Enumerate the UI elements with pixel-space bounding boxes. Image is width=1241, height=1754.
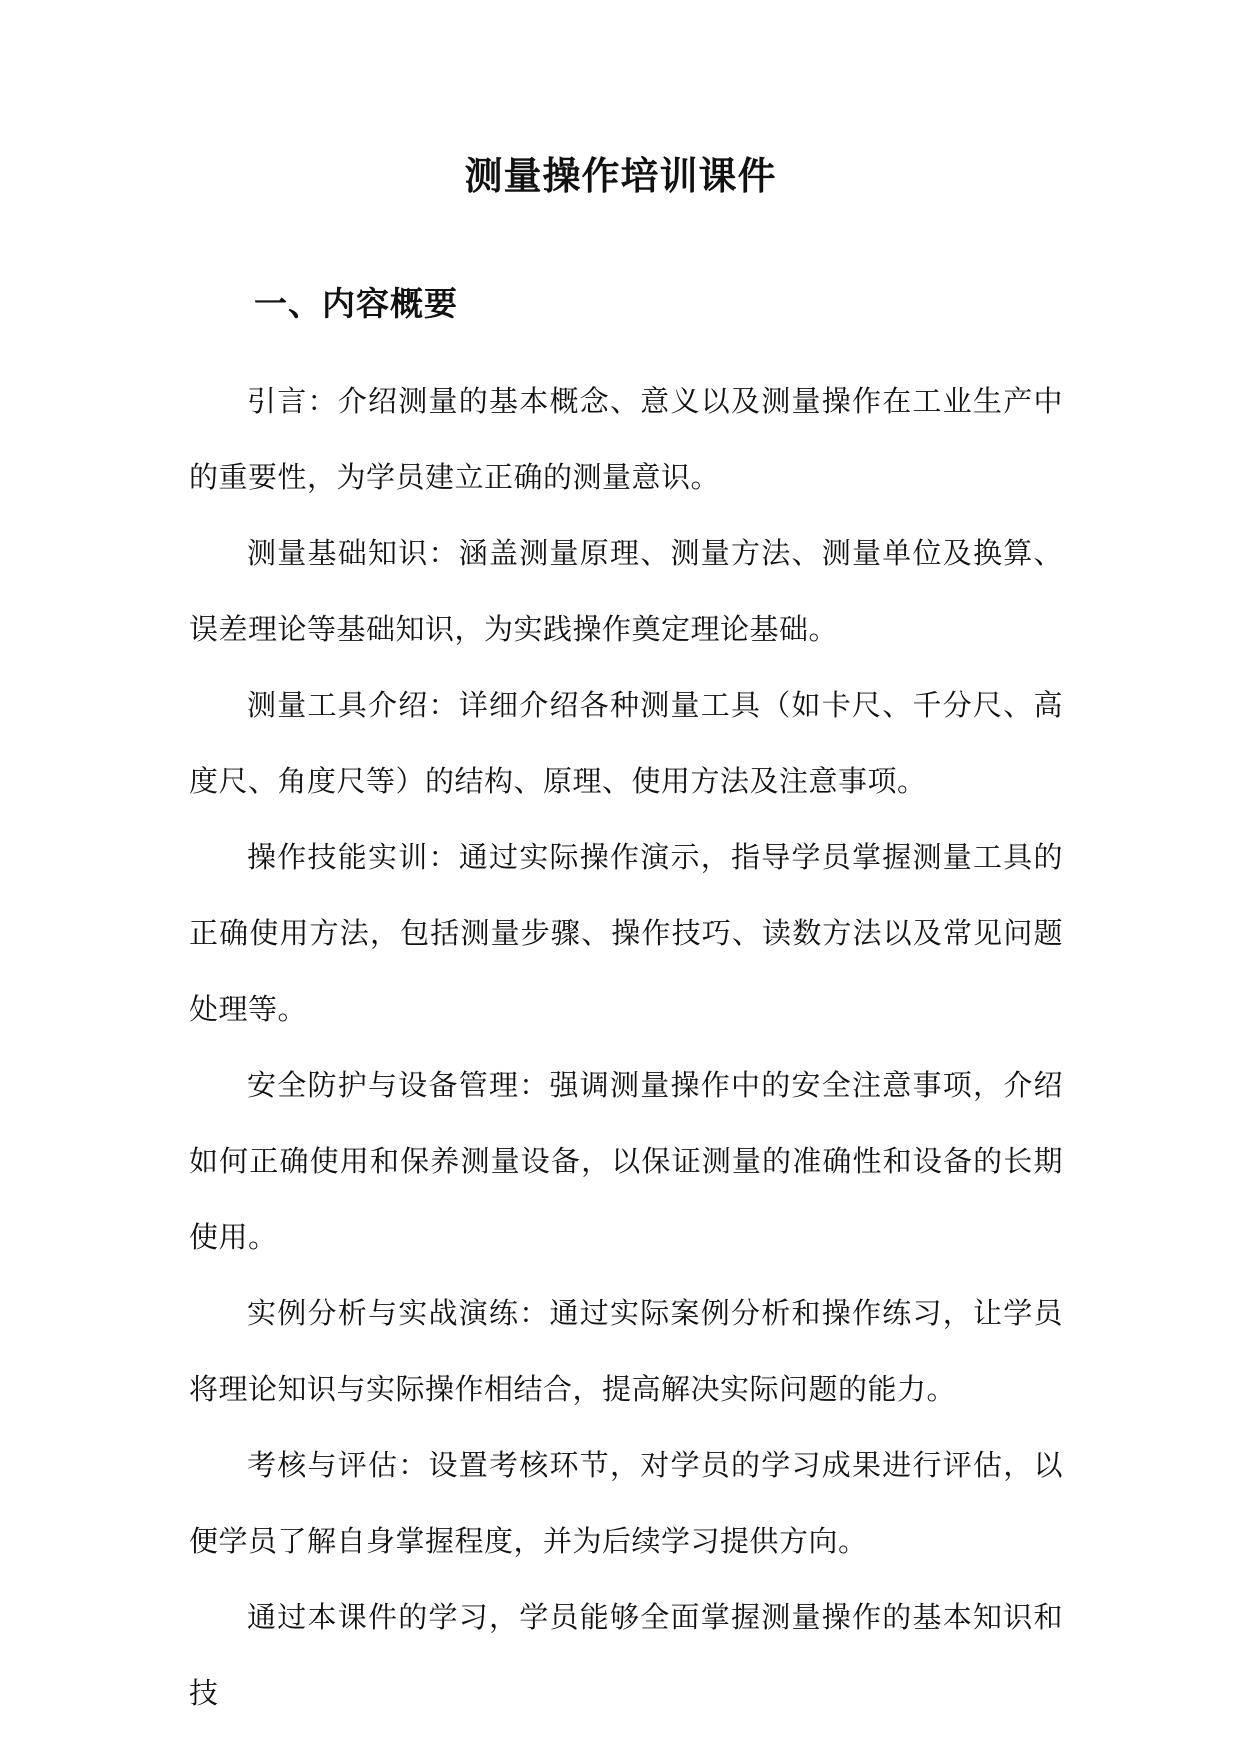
paragraph-safety: 安全防护与设备管理：强调测量操作中的安全注意事项，介绍如何正确使用和保养测量设备，以保证测量的准确性和设备的长期使用。 (189, 1068, 1063, 1254)
paragraph-conclusion: 通过本课件的学习，学员能够全面掌握测量操作的基本知识和技 (189, 1600, 1063, 1710)
paragraph-case-study: 实例分析与实战演练：通过实际案例分析和操作练习，让学员将理论知识与实际操作相结合，提高解决实际问题的能力。 (189, 1296, 1063, 1406)
paragraph-tools: 测量工具介绍：详细介绍各种测量工具（如卡尺、千分尺、高度尺、角度尺等）的结构、原理、使用方法及注意事项。 (189, 688, 1063, 798)
paragraph-introduction: 引言：介绍测量的基本概念、意义以及测量操作在工业生产中的重要性，为学员建立正确的测量意识。 (189, 384, 1063, 494)
paragraph-skills-training: 操作技能实训：通过实际操作演示，指导学员掌握测量工具的正确使用方法，包括测量步骤、操作技巧、读数方法以及常见问题处理等。 (189, 840, 1063, 1026)
paragraph-basic-knowledge: 测量基础知识：涵盖测量原理、测量方法、测量单位及换算、误差理论等基础知识，为实践操作奠定理论基础。 (189, 536, 1063, 646)
body-text (189, 363, 1063, 1731)
paragraph-assessment: 考核与评估：设置考核环节，对学员的学习成果进行评估，以便学员了解自身掌握程度，并为后续学习提供方向。 (189, 1448, 1063, 1558)
section-heading: 一、内容概要 (254, 284, 458, 323)
document-title: 测量操作培训课件 (464, 153, 777, 198)
